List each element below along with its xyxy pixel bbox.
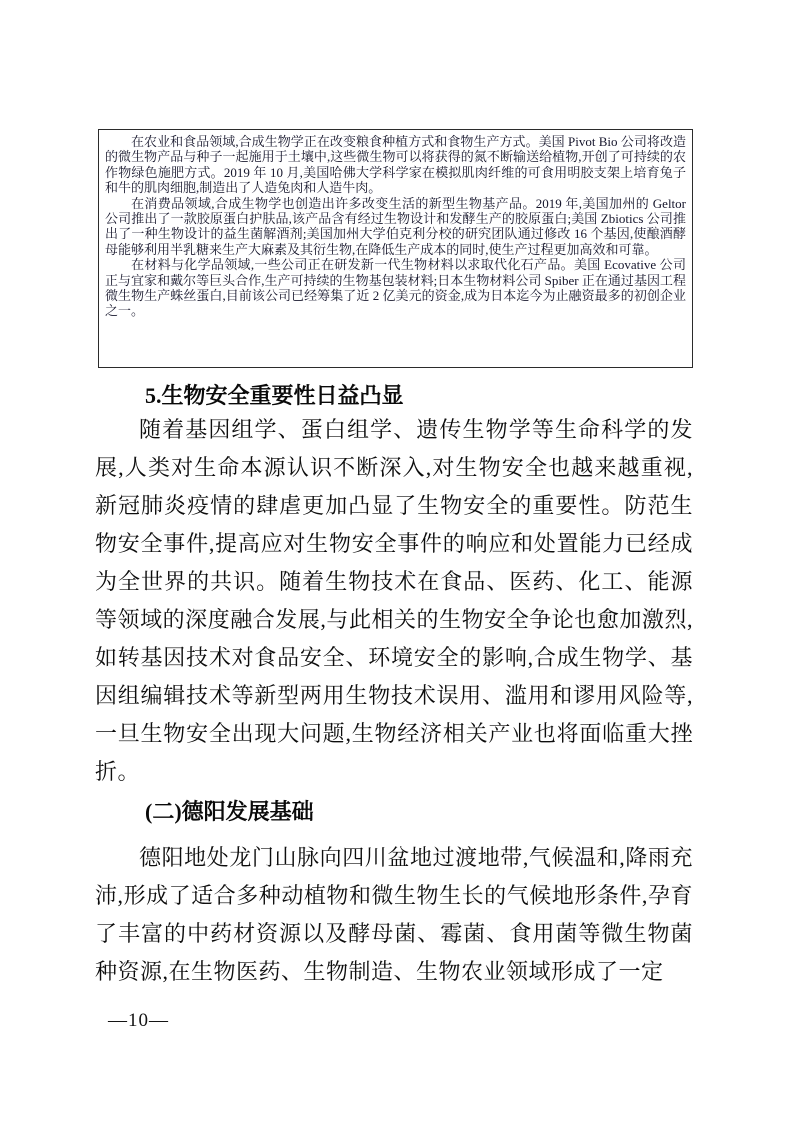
paragraph-biosafety: 随着基因组学、蛋白组学、遗传生物学等生命科学的发展,人类对生命本源认识不断深入,对生物安全也越来越重视,新冠肺炎疫情的肆虐更加凸显了生物安全的重要性。防范生物安全事件,提高应对生物安全事件的响应和处置能力已经成为全世界的共识。随着生物技术在食品、医药、化工、能源等领域的深度融合发展,与此相关的生物安全争论也愈加激烈,如转基因技术对食品安全、环境安全的影响,合成生物学、基因组编辑技术等新型两用生物技术误用、滥用和谬用风险等,一旦生物安全出现大问题,生物经济相关产业也将面临重大挫折。 [95, 417, 693, 784]
page-number: —10— [108, 1010, 169, 1031]
section-heading-biosafety: 5.生物安全重要性日益凸显 [145, 383, 404, 408]
section-heading-deyang-foundation: (二)德阳发展基础 [145, 799, 314, 824]
box-paragraph-materials: 在材料与化学品领域,一些公司正在研发新一代生物材料以求取代化石产品。美国 Ecovative 公司正与宜家和戴尔等巨头合作,生产可持续的生物基包装材料;日本生物材料公司 Spiber 正在通过基因工程微生物生产蛛丝蛋白,目前该公司已经筹集了近 2 亿美元的资金,成为日本迄今为止融资最多的初创企业之一。 [105, 257, 686, 319]
text-column [95, 0, 693, 991]
paragraph-deyang: 德阳地处龙门山脉向四川盆地过渡地带,气候温和,降雨充沛,形成了适合多种动植物和微生物生长的气候地形条件,孕育了丰富的中药材资源以及酵母菌、霉菌、食用菌等微生物菌种资源,在生物医药、生物制造、生物农业领域形成了一定 [95, 845, 693, 984]
box-paragraph-consumer: 在消费品领域,合成生物学也创造出许多改变生活的新型生物基产品。2019 年,美国加州的 Geltor 公司推出了一款胶原蛋白护肤品,该产品含有经过生物设计和发酵生产的胶原蛋白;美国 Zbiotics 公司推出了一种生物设计的益生菌解酒剂;美国加州大学伯克利分校的研究团队通过修改 16 个基因,使酿酒酵母能够利用半乳糖来生产大麻素及其衍生物,在降低生产成本的同时,使生产过程更加高效和可靠。 [105, 195, 686, 257]
box-paragraph-agriculture: 在农业和食品领域,合成生物学正在改变粮食种植方式和食物生产方式。美国 Pivot Bio 公司将改造的微生物产品与种子一起施用于土壤中,这些微生物可以将获得的氮不断输送给植物,开创了可持续的农作物绿色施肥方式。2019 年 10 月,美国哈佛大学科学家在模拟肌肉纤维的可食用明胶支架上培育兔子和牛的肌肉细胞,制造出了人造兔肉和人造牛肉。 [105, 134, 686, 196]
case-examples-box [98, 129, 693, 368]
